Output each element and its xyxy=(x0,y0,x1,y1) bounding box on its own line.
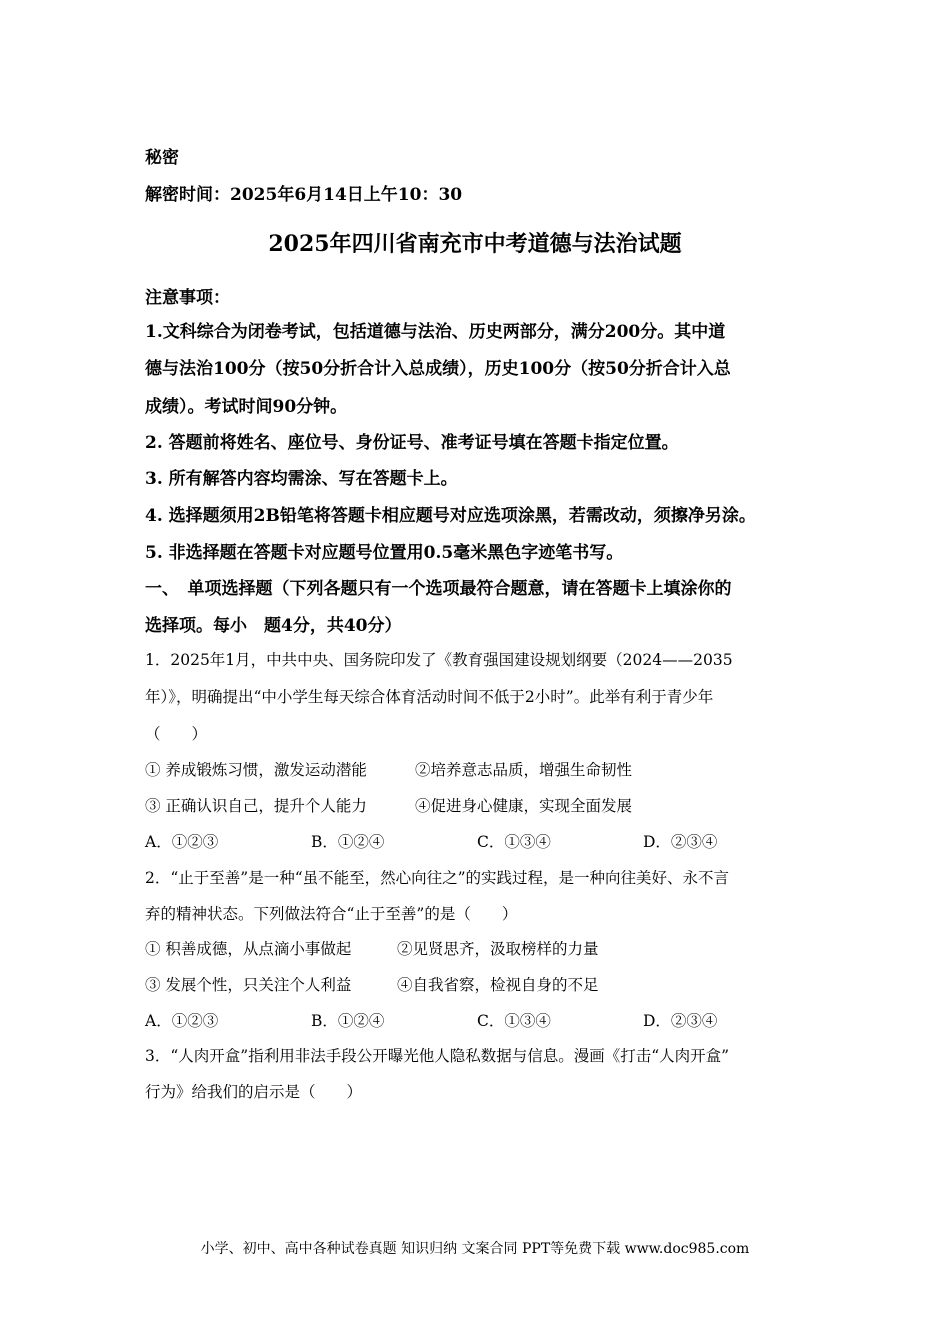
option-d: D．②③④ xyxy=(643,1012,718,1030)
notes-line: 1.文科综合为闭卷考试，包括道德与法治、历史两部分，满分200分。其中道 xyxy=(145,322,726,342)
statement: ① 积善成德，从点滴小事做起 xyxy=(145,940,352,958)
statement: ① 养成锻炼习惯，激发运动潜能 xyxy=(145,761,367,779)
question-2-statements xyxy=(145,973,599,995)
notes-heading: 注意事项： xyxy=(145,288,230,308)
notes-line: 4. 选择题须用2B铅笔将答题卡相应题号对应选项涂黑，若需改动，须擦净另涂。 xyxy=(145,506,756,526)
page-title: 2025年四川省南充市中考道德与法治试题 xyxy=(268,231,682,257)
option-d: D．②③④ xyxy=(643,833,718,851)
notes-line: 2. 答题前将姓名、座位号、身份证号、准考证号填在答题卡指定位置。 xyxy=(145,433,679,453)
question-3-stem: 行为》给我们的启示是（ ） xyxy=(145,1083,363,1101)
question-3-stem: 3．“人肉开盒”指利用非法手段公开曝光他人隐私数据与信息。漫画《打击“人肉开盒” xyxy=(145,1047,730,1065)
option-c: C．①③④ xyxy=(477,833,551,851)
question-1-statements xyxy=(145,794,632,816)
option-b: B．①②④ xyxy=(311,1012,385,1030)
statement: ②见贤思齐，汲取榜样的力量 xyxy=(397,940,599,958)
option-c: C．①③④ xyxy=(477,1012,551,1030)
question-1-statements xyxy=(145,758,632,780)
statement: ④自我省察，检视自身的不足 xyxy=(397,976,599,994)
notes-line: 成绩）。考试时间90分钟。 xyxy=(145,397,348,417)
statement: ④促进身心健康，实现全面发展 xyxy=(415,797,633,815)
section-heading-cont: 选择项。每小 题4分，共40分） xyxy=(145,616,402,636)
notes-line: 3. 所有解答内容均需涂、写在答题卡上。 xyxy=(145,469,458,489)
statement: ③ 发展个性，只关注个人利益 xyxy=(145,976,352,994)
question-1-stem: 1．2025年1月，中共中央、国务院印发了《教育强国建设规划纲要（2024——2035 xyxy=(145,651,733,669)
question-1-stem: （ ） xyxy=(145,725,208,743)
statement: ③ 正确认识自己，提升个人能力 xyxy=(145,797,367,815)
option-b: B．①②④ xyxy=(311,833,385,851)
option-a: A．①②③ xyxy=(145,1012,219,1030)
statement: ②培养意志品质，增强生命韧性 xyxy=(415,761,633,779)
secret-label: 秘密 xyxy=(145,148,179,168)
declass-time: 解密时间：2025年6月14日上午10：30 xyxy=(145,185,463,205)
notes-line: 德与法治100分（按50分折合计入总成绩），历史100分（按50分折合计入总 xyxy=(145,359,731,379)
question-2-stem: 2．“止于至善”是一种“虽不能至，然心向往之”的实践过程，是一种向往美好、永不言 xyxy=(145,869,730,887)
notes-line: 5. 非选择题在答题卡对应题号位置用0.5毫米黑色字迹笔书写。 xyxy=(145,543,624,563)
section-heading: 一、 单项选择题（下列各题只有一个选项最符合题意，请在答题卡上填涂你的 xyxy=(145,579,732,599)
question-1-stem: 年）》，明确提出“中小学生每天综合体育活动时间不低于2小时”。此举有利于青少年 xyxy=(145,688,714,706)
question-2-statements xyxy=(145,937,599,959)
question-2-stem: 弃的精神状态。下列做法符合“止于至善”的是（ ） xyxy=(145,905,518,923)
question-2-options xyxy=(145,1009,809,1031)
option-a: A．①②③ xyxy=(145,833,219,851)
page-footer: 小学、初中、高中各种试卷真题 知识归纳 文案合同 PPT等免费下载 www.doc985.com xyxy=(200,1241,750,1257)
question-1-options xyxy=(145,830,809,852)
